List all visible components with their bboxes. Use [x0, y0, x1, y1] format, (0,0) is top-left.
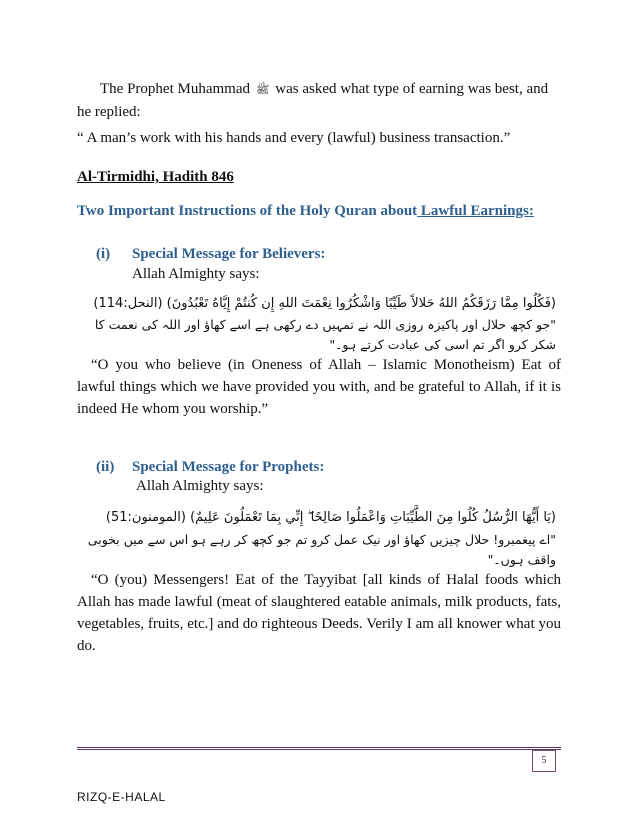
hadith-reference: Al-Tirmidhi, Hadith 846 — [77, 169, 234, 185]
section1-title: Special Message for Believers: — [132, 246, 326, 262]
page-number: 5 — [532, 750, 556, 772]
footer-divider — [77, 747, 561, 750]
intro-before: The Prophet Muhammad — [100, 81, 250, 97]
section1-urdu-translation: "جو کچھ حلال اور پاکیزہ روزی اللہ نے تمہیں دے رکھی ہے اسے کھاؤ اور اللہ کی نعمت کا شکر کرو اگر تم اسی کی عبادت کرتے ہو۔" — [94, 317, 556, 352]
section2-title: Special Message for Prophets: — [132, 459, 325, 475]
section-heading-text: Two Important Instructions of the Holy Quran about — [77, 203, 418, 219]
section1-says: Allah Almighty says: — [132, 266, 260, 282]
section-heading — [77, 200, 561, 222]
section2-urdu-translation: "اے پیغمبرو! حلال چیزیں کھاؤ اور نیک عمل کرو تم جو کچھ کر رہے ہو اس سے میں بخوبی واقف ہوں۔" — [87, 532, 556, 567]
intro-line2: he replied: — [77, 103, 141, 120]
intro-after: was asked what type of earning was best, and — [275, 81, 549, 97]
section2-number: (ii) — [96, 459, 115, 475]
pbuh-glyph: ﷺ — [255, 82, 270, 96]
intro-paragraph — [77, 78, 561, 123]
section1-english-translation: “O you who believe (in Oneness of Allah – Islamic Monotheism) Eat of lawful things which we have provided you with, and be grateful to Allah, if it is indeed He whom you worship.” — [77, 357, 561, 417]
section-heading-underlined: Lawful Earnings: — [417, 203, 534, 219]
footer-label: RIZQ-E-HALAL — [77, 790, 166, 804]
hadith-quote: “ A man’s work with his hands and every (lawful) business transaction.” — [77, 130, 511, 146]
section1-arabic-verse: (فَكُلُوا مِمَّا رَزَقَكُمُ اللهُ حَلالاً طَيِّبًا وَاشْكُرُوا نِعْمَتَ اللهِ إِن كُنتُمْ إِيَّاهُ تَعْبُدُونَ) (النحل:114) — [93, 296, 556, 311]
section2-english-translation: “O (you) Messengers! Eat of the Tayyibat [all kinds of Halal foods which Allah has made lawful (meat of slaughtered eatable animals, milk products, fats, vegetables, fruits, etc.] and do righteous Deeds. Verily I am all knower what you do. — [77, 572, 561, 654]
section2-arabic-verse: (يَا أَيُّهَا الرُّسُلُ كُلُوا مِنَ الطَّيِّبَاتِ وَاعْمَلُوا صَالِحًا ۖ إِنِّي بِمَا تَعْمَلُونَ عَلِيمٌ) (المومنون:51) — [105, 510, 556, 525]
section2-says: Allah Almighty says: — [136, 478, 264, 494]
section1-number: (i) — [96, 246, 111, 262]
